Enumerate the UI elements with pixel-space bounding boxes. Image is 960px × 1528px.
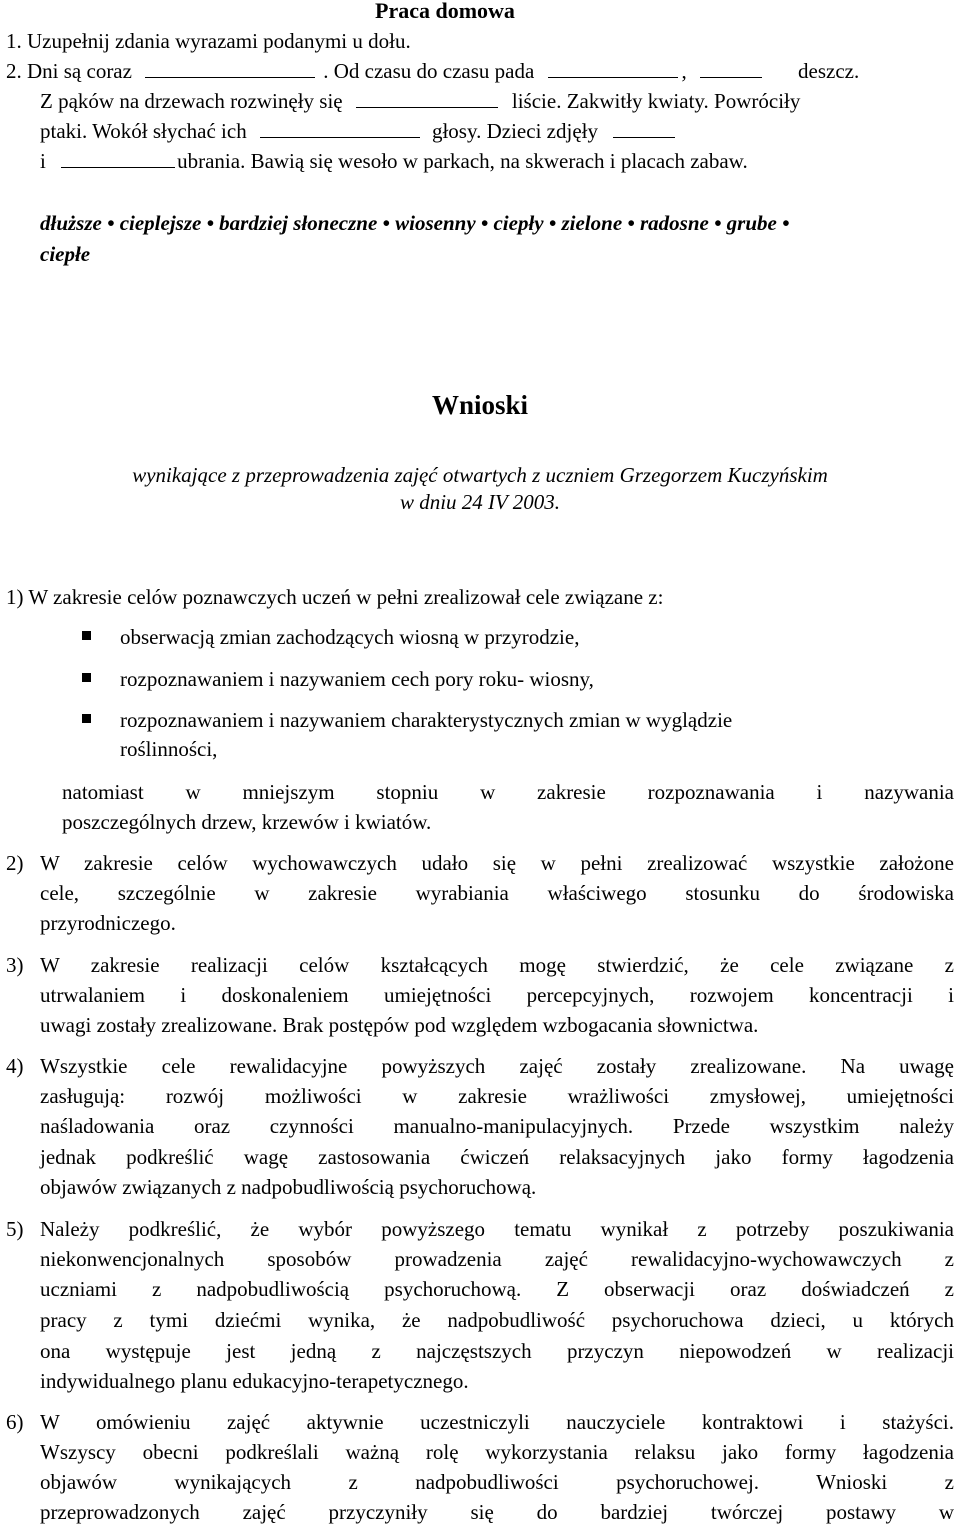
exercise-2-line-4: [40, 146, 748, 176]
conclusions-subtitle-2: w dniu 24 IV 2003.: [399, 490, 561, 514]
point-4-line-5: objawów związanych z nadpobudliwością psychoruchową.: [40, 1175, 537, 1199]
point-1-note-line-2: poszczególnych drzew, krzewów i kwiatów.: [62, 810, 432, 834]
point-4-line-2: zasługują: rozwój możliwości w zakresie wrażliwości zmysłowej, umiejętności: [40, 1084, 954, 1108]
word-bank-line-2: ciepłe: [40, 242, 91, 266]
conclusions-subtitle-1: wynikające z przeprowadzenia zajęć otwartych z uczniem Grzegorzem Kuczyńskim: [132, 463, 828, 487]
point-1-bullet-1: obserwacją zmian zachodzących wiosną w przyrodzie,: [120, 625, 580, 649]
blank-field[interactable]: [61, 149, 175, 168]
exercise-2-line-1: [6, 56, 859, 86]
point-5-line-4: pracy z tymi dziećmi wynika, że nadpobudliwość psychoruchowa dzieci, u których: [40, 1308, 954, 1332]
point-1-note-line-1: natomiast w mniejszym stopniu w zakresie rozpoznawania i nazywania: [62, 780, 954, 804]
point-3-number: 3): [6, 953, 24, 977]
point-6-line-4: przeprowadzonych zajęć przyczyniły się do bardziej twórczej postawy w: [40, 1500, 954, 1524]
point-3-line-3: uwagi zostały zrealizowane. Brak postępów pod względem wzbogacania słownictwa.: [40, 1013, 759, 1037]
blank-field[interactable]: [548, 59, 678, 78]
point-5-number: 5): [6, 1217, 24, 1241]
square-bullet-icon: [82, 673, 91, 682]
text: . Od czasu do czasu pada: [323, 59, 535, 83]
conclusions-heading: Wnioski: [431, 390, 529, 420]
point-5-line-1: Należy podkreślić, że wybór powyższego tematu wynikał z potrzeby poszukiwania: [40, 1217, 954, 1241]
text: ptaki. Wokół słychać ich: [40, 119, 247, 143]
point-1-bullet-3-line-1: rozpoznawaniem i nazywaniem charakterystycznych zmian w wyglądzie: [120, 708, 733, 732]
point-5-line-5: ona występuje jest jedną z najczęstszych przyczyn niepowodzeń w realizacji: [40, 1339, 954, 1363]
square-bullet-icon: [82, 714, 91, 723]
homework-title: Praca domowa: [375, 0, 515, 23]
point-5-line-6: indywidualnego planu edukacyjno-terapetycznego.: [40, 1369, 469, 1393]
blank-field[interactable]: [613, 119, 675, 138]
exercise-2-line-3: [40, 116, 675, 146]
exercise-1-instruction: 1. Uzupełnij zdania wyrazami podanymi u dołu.: [6, 29, 411, 53]
point-1-intro: 1) W zakresie celów poznawczych uczeń w pełni zrealizował cele związane z:: [6, 585, 664, 609]
point-6-line-2: Wszyscy obecni podkreślali ważną rolę wykorzystania relaksu jako formy łagodzenia: [40, 1440, 954, 1464]
text: deszcz.: [798, 59, 860, 83]
point-4-line-1: Wszystkie cele rewalidacyjne powyższych zajęć zostały zrealizowane. Na uwagę: [40, 1054, 954, 1078]
point-4-line-4: jednak podkreślić wagę zastosowania ćwiczeń relaksacyjnych jako formy łagodzenia: [40, 1145, 954, 1169]
point-2-number: 2): [6, 851, 24, 875]
point-6-line-1: W omówieniu zajęć aktywnie uczestniczyli nauczyciele kontraktowi i stażyści.: [40, 1410, 954, 1434]
point-4-number: 4): [6, 1054, 24, 1078]
point-3-line-1: W zakresie realizacji celów kształcących mogę stwierdzić, że cele związane z: [40, 953, 954, 977]
word-bank-line-1: dłuższe • cieplejsze • bardziej słoneczne • wiosenny • ciepły • zielone • radosne • grube •: [40, 211, 790, 235]
point-6-number: 6): [6, 1410, 24, 1434]
text: Z pąków na drzewach rozwinęły się: [40, 89, 343, 113]
point-2-line-3: przyrodniczego.: [40, 911, 176, 935]
text: i: [40, 149, 46, 173]
point-5-line-2: niekonwencjonalnych sposobów prowadzenia zajęć rewalidacyjno-wychowawczych z: [40, 1247, 954, 1271]
exercise-2-line-2: [40, 86, 800, 116]
square-bullet-icon: [82, 631, 91, 640]
point-4-line-3: naśladowania oraz czynności manualno-manipulacyjnych. Przede wszystkim należy: [40, 1114, 954, 1138]
blank-field[interactable]: [145, 59, 315, 78]
blank-field[interactable]: [356, 89, 498, 108]
point-1-bullet-2: rozpoznawaniem i nazywaniem cech pory roku- wiosny,: [120, 667, 594, 691]
point-5-line-3: uczniami z nadpobudliwością psychoruchową. Z obserwacji oraz doświadczeń z: [40, 1277, 954, 1301]
point-1-bullet-3-line-2: roślinności,: [120, 737, 218, 761]
text: ubrania. Bawią się wesoło w parkach, na skwerach i placach zabaw.: [177, 149, 748, 173]
text: liście. Zakwitły kwiaty. Powróciły: [511, 89, 801, 113]
text: głosy. Dzieci zdjęły: [431, 119, 598, 143]
point-3-line-2: utrwalaniem i doskonaleniem umiejętności percepcyjnych, rozwojem koncentracji i: [40, 983, 954, 1007]
blank-field[interactable]: [260, 119, 420, 138]
text: 2. Dni są coraz: [6, 59, 132, 83]
text: ,: [681, 59, 687, 83]
blank-field[interactable]: [700, 59, 762, 78]
point-2-line-1: W zakresie celów wychowawczych udało się w pełni zrealizować wszystkie założone: [40, 851, 954, 875]
point-6-line-3: objawów wynikających z nadpobudliwości psychoruchowej. Wnioski z: [40, 1470, 954, 1494]
point-2-line-2: cele, szczególnie w zakresie wyrabiania właściwego stosunku do środowiska: [40, 881, 954, 905]
